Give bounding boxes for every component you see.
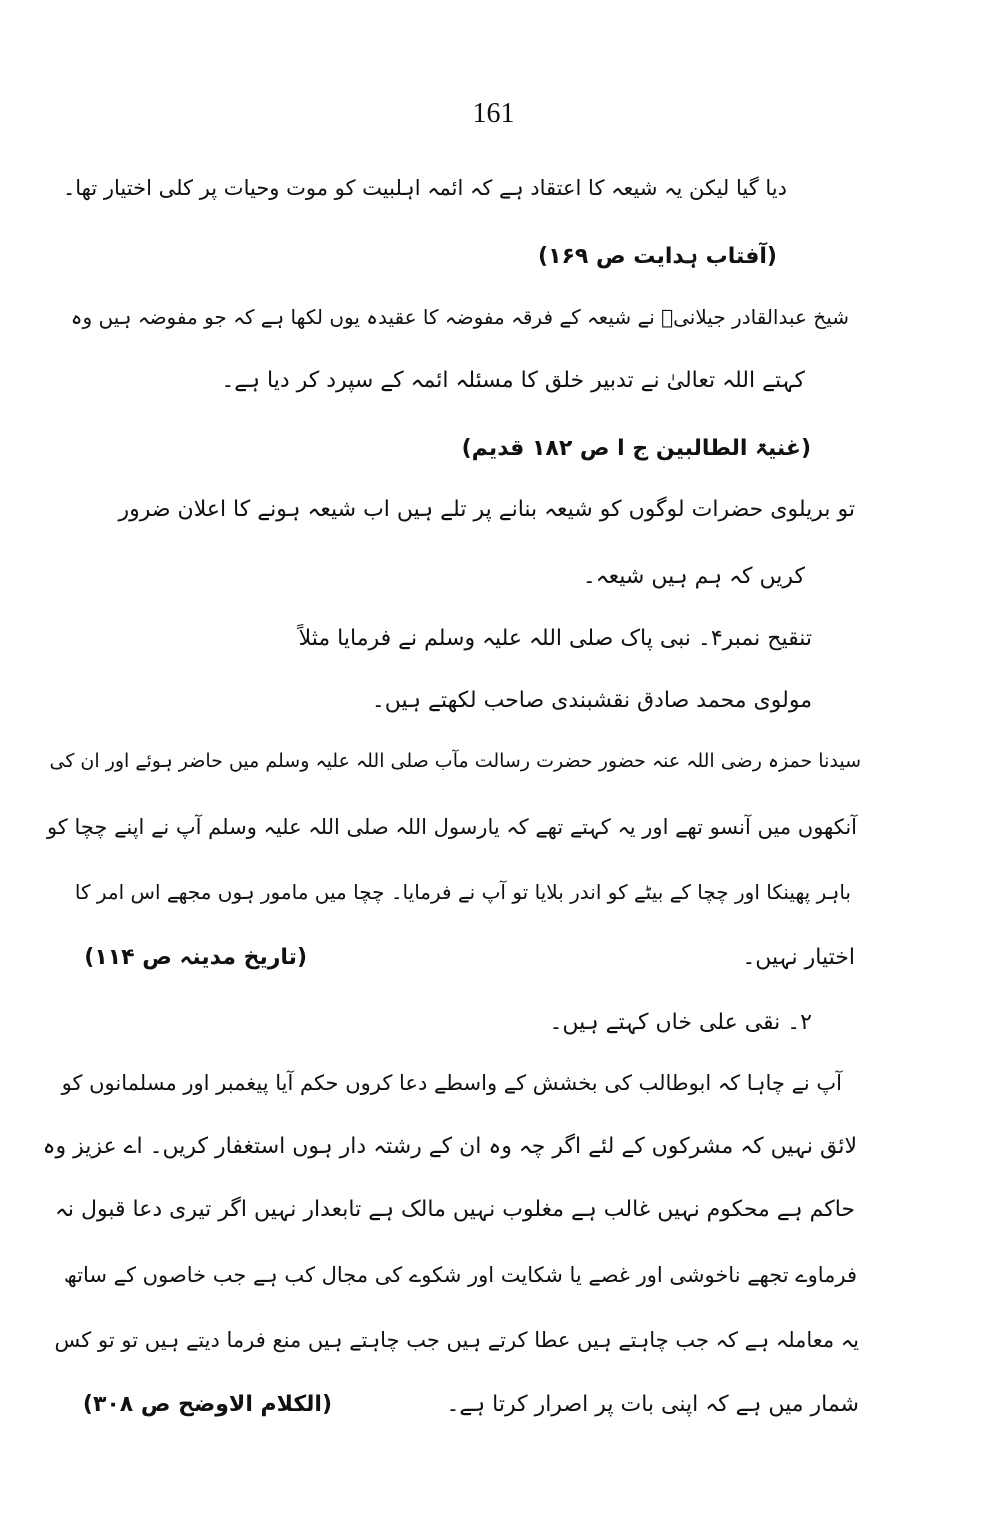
text-line: اختیار نہیں۔ bbox=[742, 945, 855, 970]
text-line: تنقیح نمبر۴۔ نبی پاک صلی اللہ علیہ وسلم نے فرمایا مثلاً bbox=[298, 626, 812, 651]
text-line: حاکم ہے محکوم نہیں غالب ہے مغلوب نہیں مالک ہے تابعدار نہیں اگر تیری دعا قبول نہ bbox=[55, 1197, 855, 1222]
text-line: آنکھوں میں آنسو تھے اور یہ کہتے تھے کہ یارسول اللہ صلی اللہ علیہ وسلم آپ نے اپنے چچا کو bbox=[46, 815, 857, 839]
text-line: شمار میں ہے کہ اپنی بات پر اصرار کرتا ہے۔ bbox=[446, 1392, 859, 1417]
text-line: یہ معاملہ ہے کہ جب چاہتے ہیں عطا کرتے ہیں جب چاہتے ہیں منع فرما دیتے ہیں تو تو کس bbox=[54, 1328, 859, 1352]
reference-citation: (آفتاب ہدایت ص ۱۶۹) bbox=[538, 244, 777, 269]
text-line: مولوی محمد صادق نقشبندی صاحب لکھتے ہیں۔ bbox=[371, 688, 812, 713]
text-line: دیا گیا لیکن یہ شیعہ کا اعتقاد ہے کہ ائمہ اہلبیت کو موت وحیات پر کلی اختیار تھا۔ bbox=[62, 176, 787, 200]
reference-citation: (غنیۃ الطالبین ج ا ص ۱۸۲ قدیم) bbox=[461, 436, 811, 461]
text-line: باہر پھینکا اور چچا کے بیٹے کو اندر بلایا تو آپ نے فرمایا۔ چچا میں مامور ہوں مجھے اس امر کا bbox=[74, 880, 851, 904]
text-line: فرماوے تجھے ناخوشی اور غصے یا شکایت اور شکوے کی مجال کب ہے جب خاصوں کے ساتھ bbox=[63, 1263, 857, 1287]
text-line: تو بریلوی حضرات لوگوں کو شیعہ بنانے پر تلے ہیں اب شیعہ ہونے کا اعلان ضرور bbox=[118, 497, 855, 522]
text-line: کریں کہ ہم ہیں شیعہ۔ bbox=[582, 564, 805, 589]
text-line: شیخ عبدالقادر جیلانیؒ نے شیعہ کے فرقہ مفوضہ کا عقیدہ یوں لکھا ہے کہ جو مفوضہ ہیں وہ bbox=[70, 305, 849, 329]
text-line: ۲۔ نقی علی خاں کہتے ہیں۔ bbox=[549, 1010, 812, 1035]
page-number: 161 bbox=[472, 98, 515, 129]
reference-citation: (الکلام الاوضح ص ۳۰۸) bbox=[82, 1392, 332, 1417]
text-line: کہتے اللہ تعالیٰ نے تدبیر خلق کا مسئلہ ائمہ کے سپرد کر دیا ہے۔ bbox=[221, 368, 805, 393]
text-line: آپ نے چاہا کہ ابوطالب کی بخشش کے واسطے دعا کروں حکم آیا پیغمبر اور مسلمانوں کو bbox=[61, 1071, 842, 1095]
reference-citation: (تاریخ مدینہ ص ۱۱۴) bbox=[84, 945, 307, 970]
text-line: سیدنا حمزہ رضی اللہ عنہ حضور حضرت رسالت مآب صلی اللہ علیہ وسلم میں حاضر ہوئے اور ان کی bbox=[49, 750, 861, 772]
text-line: لائق نہیں کہ مشرکوں کے لئے اگر چہ وہ ان کے رشتہ دار ہوں استغفار کریں۔ اے عزیز وہ bbox=[42, 1134, 857, 1159]
